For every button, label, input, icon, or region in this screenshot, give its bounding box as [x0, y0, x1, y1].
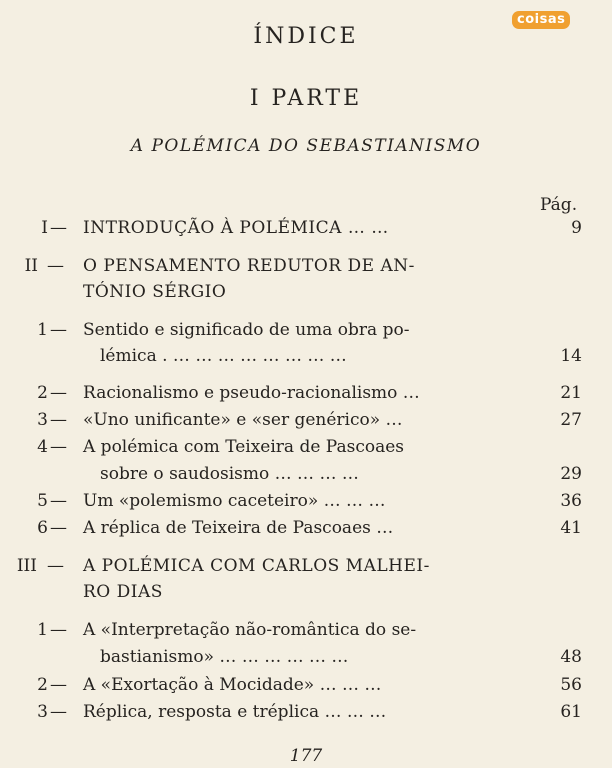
- entry-page: 29: [560, 464, 582, 484]
- entry-dash: —: [50, 702, 67, 722]
- toc-entry: [0, 556, 612, 580]
- entry-title: Sentido e significado de uma obra po-: [83, 320, 410, 340]
- entry-dash: —: [50, 437, 67, 457]
- entry-page: 21: [560, 383, 582, 403]
- entry-title-line2: lémica . … … … … … … … …: [100, 346, 347, 366]
- toc-entry: [0, 620, 612, 644]
- entry-title: A POLÉMICA COM CARLOS MALHEI-: [83, 556, 430, 576]
- entry-number: 4: [37, 437, 48, 457]
- entry-number: II: [24, 256, 38, 276]
- entry-number: 3: [37, 410, 48, 430]
- toc-entry-continuation: [0, 282, 612, 306]
- toc-entry: [0, 256, 612, 280]
- entry-dash: —: [50, 675, 67, 695]
- entry-number: III: [16, 556, 37, 576]
- entry-dash: —: [50, 383, 67, 403]
- toc-entry-continuation: [0, 582, 612, 606]
- toc-entry: [0, 410, 612, 434]
- entry-title-line2: RO DIAS: [83, 582, 163, 602]
- entry-title: «Uno unificante» e «ser genérico» …: [83, 410, 403, 430]
- entry-dash: —: [47, 556, 64, 576]
- entry-title: A réplica de Teixeira de Pascoaes …: [83, 518, 394, 538]
- entry-dash: —: [50, 320, 67, 340]
- toc-entry: [0, 383, 612, 407]
- entry-number: 2: [37, 383, 48, 403]
- entry-page: 61: [560, 702, 582, 722]
- entry-number: 6: [37, 518, 48, 538]
- toc-entry: [0, 675, 612, 699]
- entry-title: INTRODUÇÃO À POLÉMICA … …: [83, 218, 389, 238]
- entry-page: 36: [560, 491, 582, 511]
- entry-number: I: [41, 218, 48, 238]
- entry-title-line2: TÓNIO SÉRGIO: [83, 282, 227, 302]
- entry-dash: —: [50, 218, 67, 238]
- entry-title: Réplica, resposta e tréplica … … …: [83, 702, 387, 722]
- entry-page: 48: [560, 647, 582, 667]
- entry-number: 1: [37, 320, 48, 340]
- entry-title: O PENSAMENTO REDUTOR DE AN-: [83, 256, 415, 276]
- page-number: 177: [289, 746, 323, 766]
- toc-entry: [0, 320, 612, 344]
- entry-title: A polémica com Teixeira de Pascoaes: [83, 437, 405, 457]
- entry-dash: —: [50, 620, 67, 640]
- toc-entry-continuation: [0, 346, 612, 370]
- entry-dash: —: [50, 410, 67, 430]
- entry-title-line2: bastianismo» … … … … … …: [100, 647, 349, 667]
- toc-entry: [0, 437, 612, 461]
- part-heading: I PARTE: [249, 86, 363, 111]
- watermark-badge: coisas: [512, 11, 570, 29]
- entry-page: 56: [560, 675, 582, 695]
- entry-page: 41: [560, 518, 582, 538]
- toc-entry: [0, 491, 612, 515]
- entry-dash: —: [50, 491, 67, 511]
- entry-dash: —: [50, 518, 67, 538]
- part-subtitle: A POLÉMICA DO SEBASTIANISMO: [130, 136, 482, 156]
- entry-page: 9: [571, 218, 582, 238]
- entry-title: Um «polemismo caceteiro» … … …: [83, 491, 386, 511]
- entry-title-line2: sobre o saudosismo … … … …: [100, 464, 359, 484]
- toc-entry: [0, 702, 612, 726]
- toc-entry-continuation: [0, 647, 612, 671]
- entry-number: 2: [37, 675, 48, 695]
- entry-number: 3: [37, 702, 48, 722]
- entry-page: 14: [560, 346, 582, 366]
- index-heading: ÍNDICE: [253, 24, 359, 49]
- entry-number: 1: [37, 620, 48, 640]
- entry-page: 27: [560, 410, 582, 430]
- entry-title: Racionalismo e pseudo-racionalismo …: [83, 383, 420, 403]
- toc-entry: [0, 518, 612, 542]
- toc-entry: [0, 218, 612, 242]
- entry-dash: —: [47, 256, 64, 276]
- page-column-label: Pág.: [540, 195, 578, 215]
- entry-number: 5: [37, 491, 48, 511]
- entry-title: A «Exortação à Mocidade» … … …: [83, 675, 382, 695]
- entry-title: A «Interpretação não-romântica do se-: [83, 620, 417, 640]
- toc-entry-continuation: [0, 464, 612, 488]
